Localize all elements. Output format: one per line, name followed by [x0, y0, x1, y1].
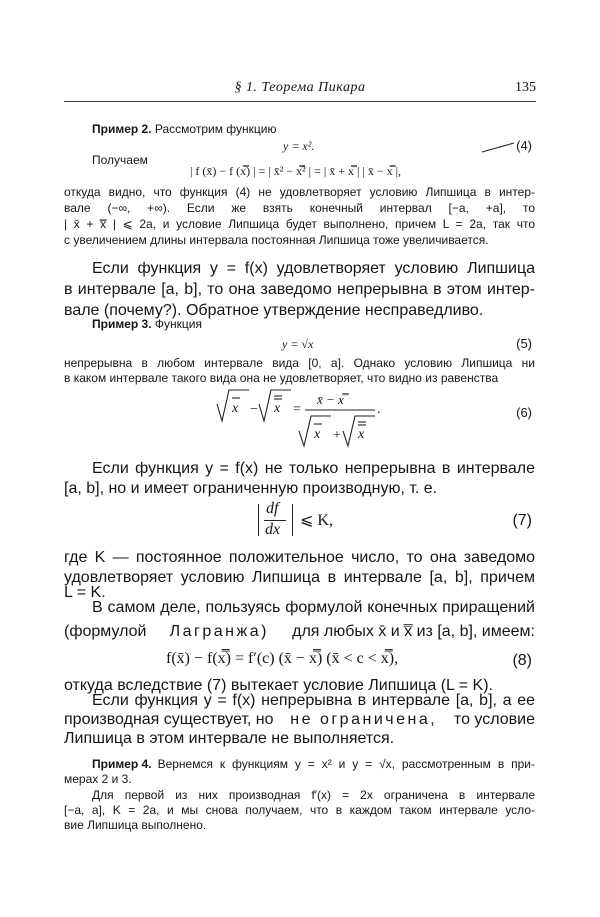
equation-6-numerator: x̄ − x̿: [317, 392, 344, 407]
example-2-text-line-2: вале (−∞, +∞). Если же взять конечный интервал [−a, +a], то: [64, 201, 535, 215]
example-2-intro: Рассмотрим функцию: [154, 122, 277, 136]
paragraph-2-line-1: Если функция y = f(x) не только непрерывна в интервале: [92, 460, 535, 477]
equation-7-number: (7): [512, 512, 532, 529]
equation-5-number: (5): [516, 336, 532, 351]
equation-7: [258, 500, 378, 544]
page-number: 135: [515, 80, 536, 95]
example-3-text-line-2: в каком интервале такого вида она не удовлетворяет, что видно из равенства: [64, 371, 499, 385]
svg-text:x: x: [314, 427, 321, 442]
example-2-text-line-1: откуда видно, что функция (4) не удовлетворяет условию Липшица в интер-: [64, 185, 535, 199]
paragraph-3-line-2-c: для любых x̄ и x̿ из [a, b], имеем:: [292, 623, 535, 640]
example-2-heading: [92, 121, 277, 137]
example-4-line-3: Для первой из них производная f′(x) = 2x ограничена в интервале: [92, 788, 535, 802]
paragraph-4-line-3: Липшица в этом интервале не выполняется.: [64, 730, 395, 747]
paragraph-1-line-1: Если функция y = f(x) удовлетворяет условию Липшица: [92, 260, 535, 277]
paragraph-4-line-1: Если функция y = f(x) непрерывна в интервале [a, b], а ее: [92, 692, 535, 709]
svg-text:+: +: [333, 428, 341, 443]
paragraph-2-line-2: [a, b], но и имеет ограниченную производную, т. е.: [64, 480, 438, 497]
svg-text:x: x: [274, 401, 281, 416]
equation-7-dx: dx: [265, 521, 281, 538]
equation-7-df: df: [266, 500, 279, 517]
paragraph-4-line-2-c: то условие: [453, 711, 535, 728]
equation-8: f(x̄) − f(x̿) = f′(c) (x̄ − x̿) (x̄ < c < x̿),: [166, 650, 399, 667]
equation-7-rest: ⩽ K,: [300, 512, 333, 529]
not-bounded-emphasis: не ограничена,: [290, 711, 438, 728]
paragraph-4-line-2-a: производная существует, но: [64, 711, 274, 728]
paragraph-3-line-2-a: (формулой: [64, 623, 147, 640]
svg-text:.: .: [377, 402, 381, 417]
example-4-line-4: [−a, a], K = 2a, и мы снова получаем, что в каждом таком интервале усло-: [64, 803, 535, 817]
equation-6: [205, 386, 385, 458]
example-2-inequality: | f (x̄) − f (x̿) | = | x̄² − x̿² | = | x̄ + x̿ | | x̄ − x̿ |,: [190, 164, 401, 178]
example-2-text-line-4: с увеличением длины интервала постоянная Липшица тоже увеличивается.: [64, 233, 489, 247]
pencil-mark: [480, 140, 516, 154]
example-2-obtain: Получаем: [92, 153, 148, 167]
paragraph-3-line-2: [64, 621, 535, 642]
paragraph-1-line-2: в интервале [a, b], то она заведомо непрерывна в этом интер-: [64, 281, 535, 298]
abs-bar-right: [292, 504, 293, 536]
example-3-intro: Функция: [154, 317, 202, 331]
running-header-title: § 1. Теорема Пикара: [234, 80, 366, 95]
equation-5: y = √x: [282, 337, 314, 351]
example-4-line-5: вие Липшица выполнено.: [64, 818, 207, 832]
example-4-line-1-text: Вернемся к функциям y = x² и y = √x, рассмотренным в при-: [157, 757, 535, 771]
equation-6-number: (6): [516, 405, 532, 420]
example-2-text-line-3: | x̄ + x̿ | ⩽ 2a, и условие Липшица будет выполнено, причем L = 2a, так что: [64, 217, 535, 231]
equation-4: y = x².: [283, 139, 315, 153]
abs-bar-left: [258, 504, 259, 536]
svg-text:−: −: [250, 402, 258, 417]
example-3-heading: [92, 316, 202, 332]
svg-text:=: =: [293, 402, 301, 417]
example-3-label: Пример 3.: [92, 317, 152, 331]
header-rule: [64, 101, 536, 102]
paragraph-3-line-3: откуда вследствие (7) вытекает условие Липшица (L = K).: [64, 677, 493, 694]
example-4-line-1: [92, 756, 535, 772]
example-4-line-2: мерах 2 и 3.: [64, 772, 132, 786]
equation-4-number: (4): [516, 138, 532, 153]
example-4-label: Пример 4.: [92, 757, 152, 771]
equation-8-number: (8): [512, 652, 532, 669]
example-2-label: Пример 2.: [92, 122, 152, 136]
paragraph-2-line-3: где K — постоянное положительное число, то она заведомо: [64, 549, 535, 566]
paragraph-2-line-5: L = K.: [64, 584, 106, 601]
paragraph-1-line-3: вале (почему?). Обратное утверждение несправедливо.: [64, 302, 484, 319]
svg-text:x: x: [232, 401, 239, 416]
paragraph-2-line-4: удовлетворяет условию Липшица в интервале [a, b], причем: [64, 569, 535, 586]
svg-text:x: x: [358, 427, 365, 442]
paragraph-4-line-2: [64, 709, 535, 730]
example-3-text-line-1: непрерывна в любом интервале вида [0, a]. Однако условию Липшица ни: [64, 356, 535, 370]
lagrange-name: Лагранжа): [169, 623, 269, 640]
paragraph-3-line-1: В самом деле, пользуясь формулой конечных приращений: [92, 599, 535, 616]
